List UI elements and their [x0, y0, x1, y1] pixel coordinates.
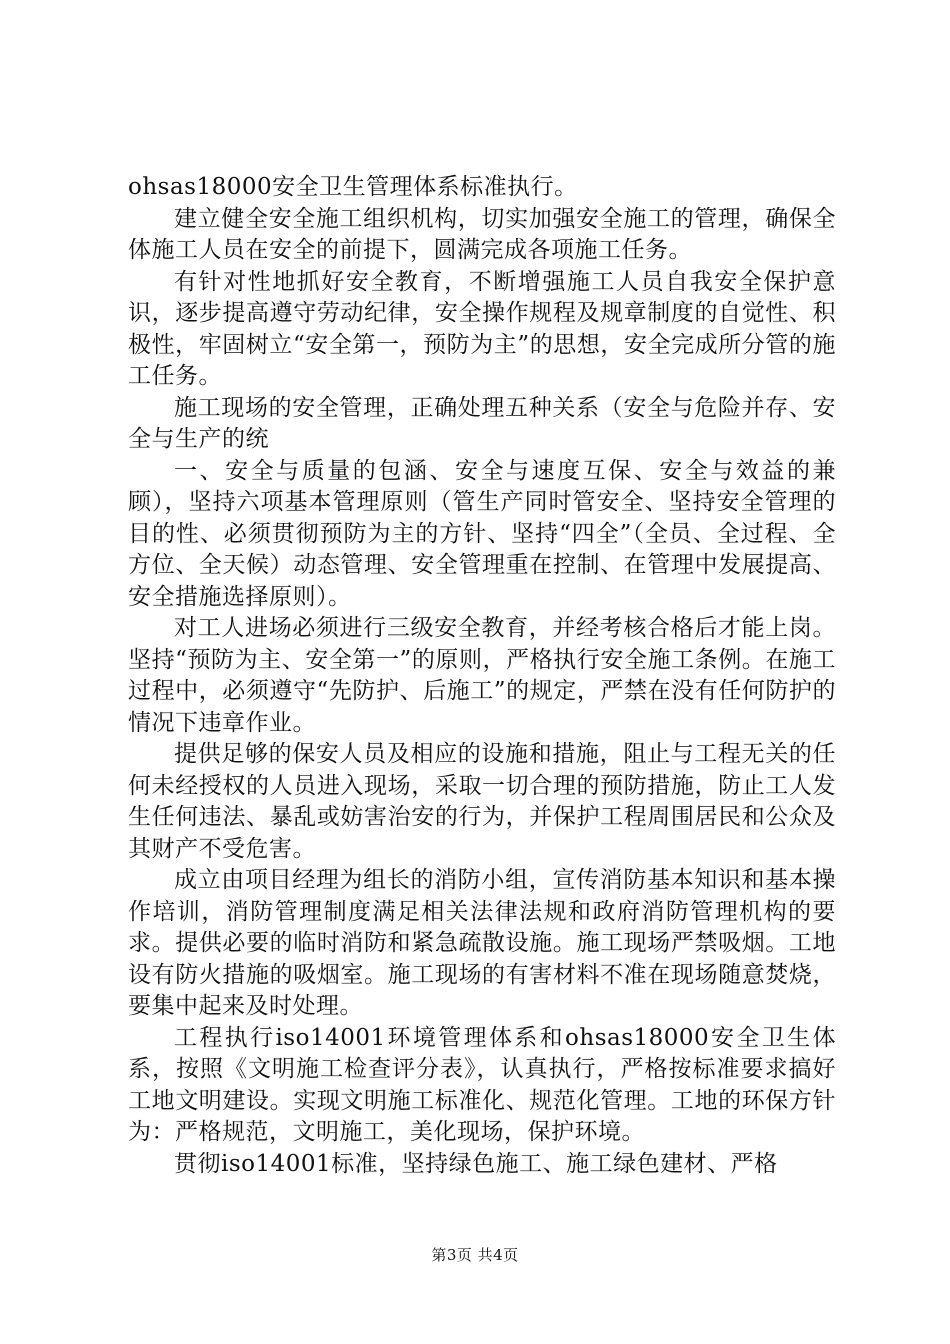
paragraph-safety-organization: 建立健全安全施工组织机构，切实加强安全施工的管理，确保全体施工人员在安全的前提下，圆满完成各项施工任务。 [128, 205, 836, 263]
page-number-footer: 第3页 共4页 [431, 1246, 519, 1264]
paragraph-safety-education: 有针对性地抓好安全教育，不断增强施工人员自我安全保护意识，逐步提高遵守劳动纪律，安全操作规程及规章制度的自觉性、积极性，牢固树立“安全第一，预防为主”的思想，安全完成所分管的施工任务。 [128, 268, 836, 389]
paragraph-worker-training: 对工人进场必须进行三级安全教育，并经考核合格后才能上岗。坚持“预防为主、安全第一”的原则，严格执行安全施工条例。在施工过程中，必须遵守“先防护、后施工”的规定，严禁在没有任何防护的情况下违章作业。 [128, 615, 836, 736]
paragraph-environmental-management: 工程执行iso14001环境管理体系和ohsas18000安全卫生体系，按照《文明施工检查评分表》，认真执行，严格按标准要求搞好工地文明建设。实现文明施工标准化、规范化管理。工地的环保方针为：严格规范，文明施工，美化现场，保护环境。 [128, 1024, 836, 1145]
paragraph-security-personnel: 提供足够的保安人员及相应的设施和措施，阻止与工程无关的任何未经授权的人员进入现场，采取一切合理的预防措施，防止工人发生任何违法、暴乱或妨害治安的行为，并保护工程周围居民和公众及其财产不受危害。 [128, 741, 836, 862]
paragraph-continuation: ohsas18000安全卫生管理体系标准执行。 [128, 174, 578, 200]
paragraph-management-principles: 一、安全与质量的包涵、安全与速度互保、安全与效益的兼顾），坚持六项基本管理原则（管生产同时管安全、坚持安全管理的目的性、必须贯彻预防为主的方针、坚持“四全”（全员、全过程、全方位、全天候）动态管理、安全管理重在控制、在管理中发展提高、安全措施选择原则）。 [128, 457, 836, 610]
paragraph-site-safety-management: 施工现场的安全管理，正确处理五种关系（安全与危险并存、安全与生产的统 [128, 394, 836, 452]
document-body [128, 172, 836, 1180]
paragraph-green-construction: 贯彻iso14001标准，坚持绿色施工、施工绿色建材、严格 [174, 1150, 778, 1177]
paragraph-fire-prevention: 成立由项目经理为组长的消防小组，宣传消防基本知识和基本操作培训，消防管理制度满足相关法律法规和政府消防管理机构的要求。提供必要的临时消防和紧急疏散设施。施工现场严禁吸烟。工地设有防火措施的吸烟室。施工现场的有害材料不准在现场随意焚烧，要集中起来及时处理。 [128, 867, 836, 1019]
